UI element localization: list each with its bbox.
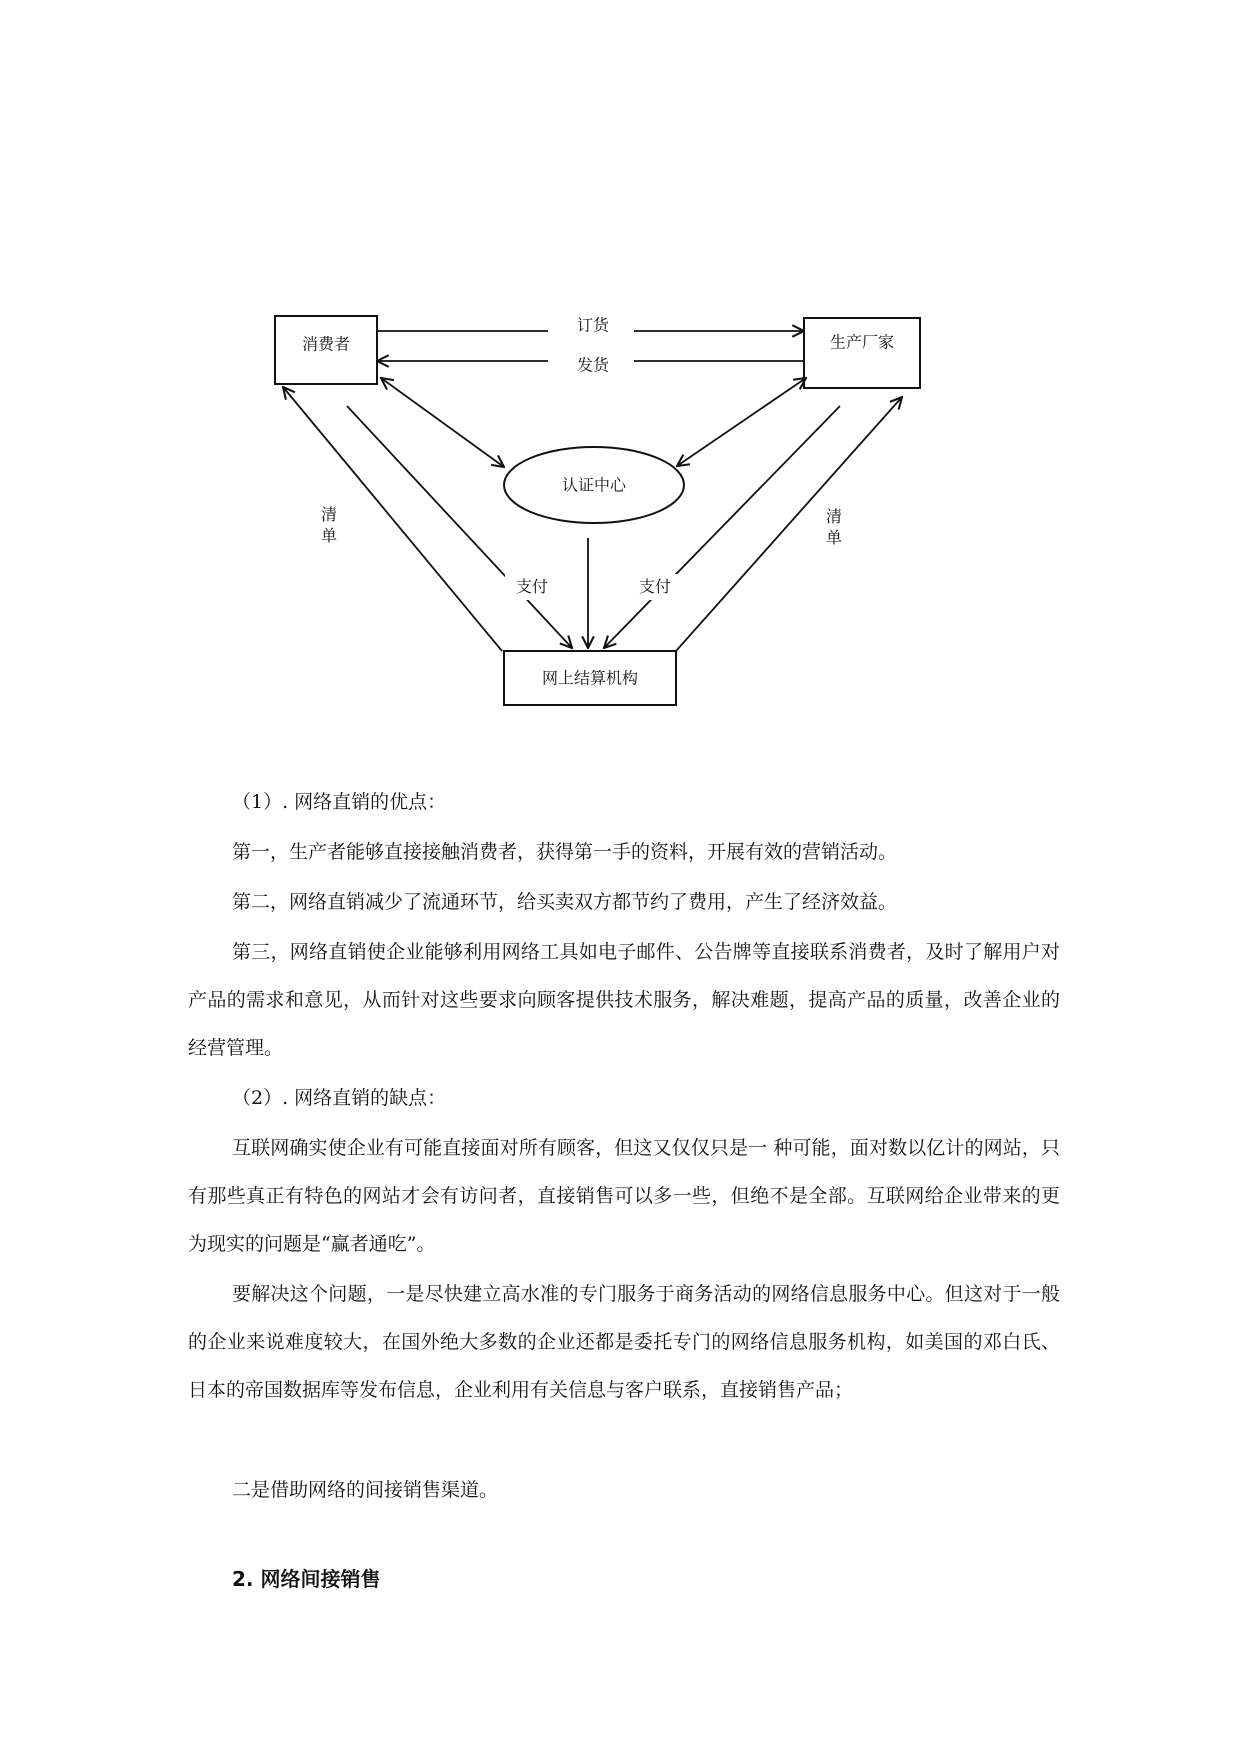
node-certification-center — [504, 447, 684, 523]
sales-flow-diagram — [0, 0, 1241, 760]
disadvantages-title: （2）. 网络直销的缺点： — [232, 1087, 447, 1109]
node-consumer-label: 消费者 — [301, 334, 351, 354]
edge-list-right — [676, 397, 902, 651]
edge-order-label: 订货 — [576, 315, 610, 335]
edge-pay-left-label: 支付 — [515, 577, 549, 596]
edge-list-left-label-1: 清 — [320, 505, 338, 524]
edge-pay-right-label: 支付 — [638, 577, 672, 596]
advantage-3: 第三，网络直销使企业能够利用网络工具如电子邮件、公告牌等直接联系消费者，及时了解用户对产品的需求和意见，从而针对这些要求向顾客提供技术服务，解决难题，提高产品的质量，改善企业的经营管理。 — [188, 941, 1060, 1059]
edge-consumer-certification — [381, 378, 504, 467]
edge-list-right-label-2: 单 — [825, 528, 843, 547]
edge-list-right-label-1: 清 — [825, 507, 843, 526]
node-consumer — [275, 316, 377, 384]
edge-list-left-label-2: 单 — [320, 526, 338, 545]
advantage-1: 第一，生产者能够直接接触消费者，获得第一手的资料，开展有效的营销活动。 — [232, 841, 898, 863]
advantage-2: 第二，网络直销减少了流通环节，给买卖双方都节约了费用，产生了经济效益。 — [232, 891, 898, 913]
edge-pay-consumer — [347, 406, 572, 648]
disadvantage-1: 互联网确实使企业有可能直接面对所有顾客，但这又仅仅只是一 种可能，面对数以亿计的网站，只有那些真正有特色的网站才会有访问者，直接销售可以多一些，但绝不是全部。互联网给企业带来的更为现实的问题是“赢者通吃”。 — [188, 1137, 1060, 1255]
node-certification-label: 认证中心 — [561, 475, 627, 495]
advantages-title: （1）. 网络直销的优点： — [232, 791, 447, 813]
edge-pay-manufacturer — [604, 406, 843, 648]
edge-ship-label: 发货 — [576, 355, 610, 375]
edge-manufacturer-certification — [677, 378, 806, 466]
disadvantage-2: 要解决这个问题，一是尽快建立高水准的专门服务于商务活动的网络信息服务中心。但这对于一般的企业来说难度较大，在国外绝大多数的企业还都是委托专门的网络信息服务机构，如美国的邓白氏、日本的帝国数据库等发布信息，企业利用有关信息与客户联系，直接销售产品； — [188, 1283, 1060, 1401]
edge-list-left — [283, 387, 502, 651]
node-settlement-label: 网上结算机构 — [541, 668, 639, 688]
node-manufacturer-label: 生产厂家 — [829, 332, 895, 352]
node-settlement — [504, 651, 676, 705]
disadvantage-3: 二是借助网络的间接销售渠道。 — [232, 1479, 499, 1501]
node-manufacturer — [804, 318, 920, 388]
section-heading: 2. 网络间接销售 — [232, 1567, 381, 1591]
